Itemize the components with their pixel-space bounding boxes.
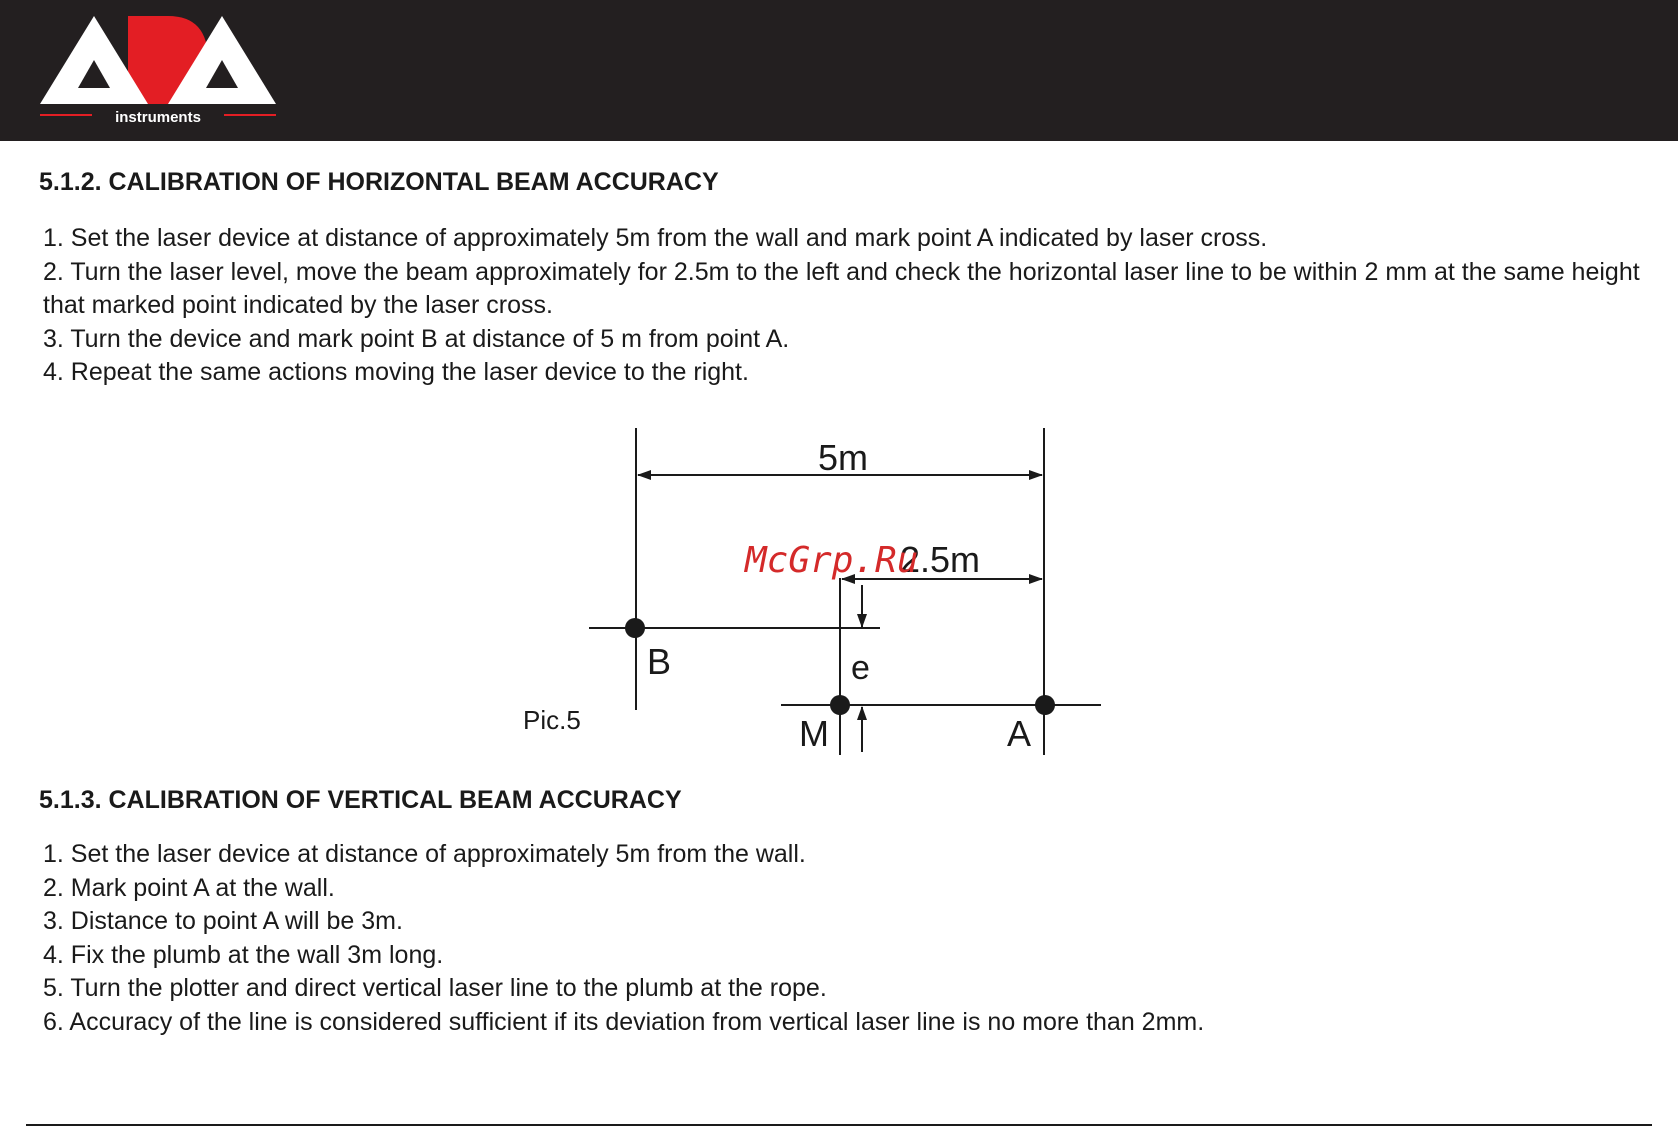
vertical-step-1: 1. Set the laser device at distance of approximately 5m from the wall. [43, 840, 806, 868]
vertical-step-5: 5. Turn the plotter and direct vertical laser line to the plumb at the rope. [43, 974, 827, 1003]
label-5m: 5m [817, 437, 869, 478]
watermark-text: McGrp.Ru [745, 540, 919, 581]
point-a-marker [1035, 695, 1055, 715]
footer-divider [26, 1124, 1652, 1126]
header-bar [0, 0, 1678, 141]
vertical-step-2: 2. Mark point A at the wall. [43, 873, 335, 902]
ada-logo [40, 14, 276, 126]
horizontal-step-4: 4. Repeat the same actions moving the laser device to the right. [43, 358, 749, 387]
vertical-step-3: 3. Distance to point A will be 3m. [43, 907, 403, 936]
label-e: e [851, 649, 870, 687]
label-b: B [647, 641, 672, 682]
vertical-steps-list [43, 838, 1643, 1040]
vertical-step-4: 4. Fix the plumb at the wall 3m long. [43, 940, 444, 969]
label-2-5m: 2.5m [899, 539, 981, 580]
section-title-vertical: 5.1.3. CALIBRATION OF VERTICAL BEAM ACCURACY [39, 786, 682, 814]
horizontal-step-2: 2. Turn the laser level, move the beam approximately for 2.5m to the left and check the horizontal laser line to be within 2 mm at the same height that marked point indicated by the laser cross. [43, 257, 1640, 320]
horizontal-steps-list [43, 222, 1643, 390]
figure-caption: Pic.5 [523, 705, 581, 735]
horizontal-step-1: 1. Set the laser device at distance of approximately 5m from the wall and mark point A indicated by laser cross. [43, 224, 1268, 252]
point-b-marker [625, 618, 645, 638]
section-title-horizontal: 5.1.2. CALIBRATION OF HORIZONTAL BEAM ACCURACY [39, 168, 719, 196]
vertical-step-6: 6. Accuracy of the line is considered sufficient if its deviation from vertical laser line is no more than 2mm. [43, 1007, 1205, 1036]
logo-subtitle: instruments [115, 109, 201, 126]
horizontal-step-3: 3. Turn the device and mark point B at distance of 5 m from point A. [43, 324, 790, 353]
point-m-marker [830, 695, 850, 715]
label-a: A [1007, 713, 1032, 754]
label-m: M [799, 713, 829, 754]
